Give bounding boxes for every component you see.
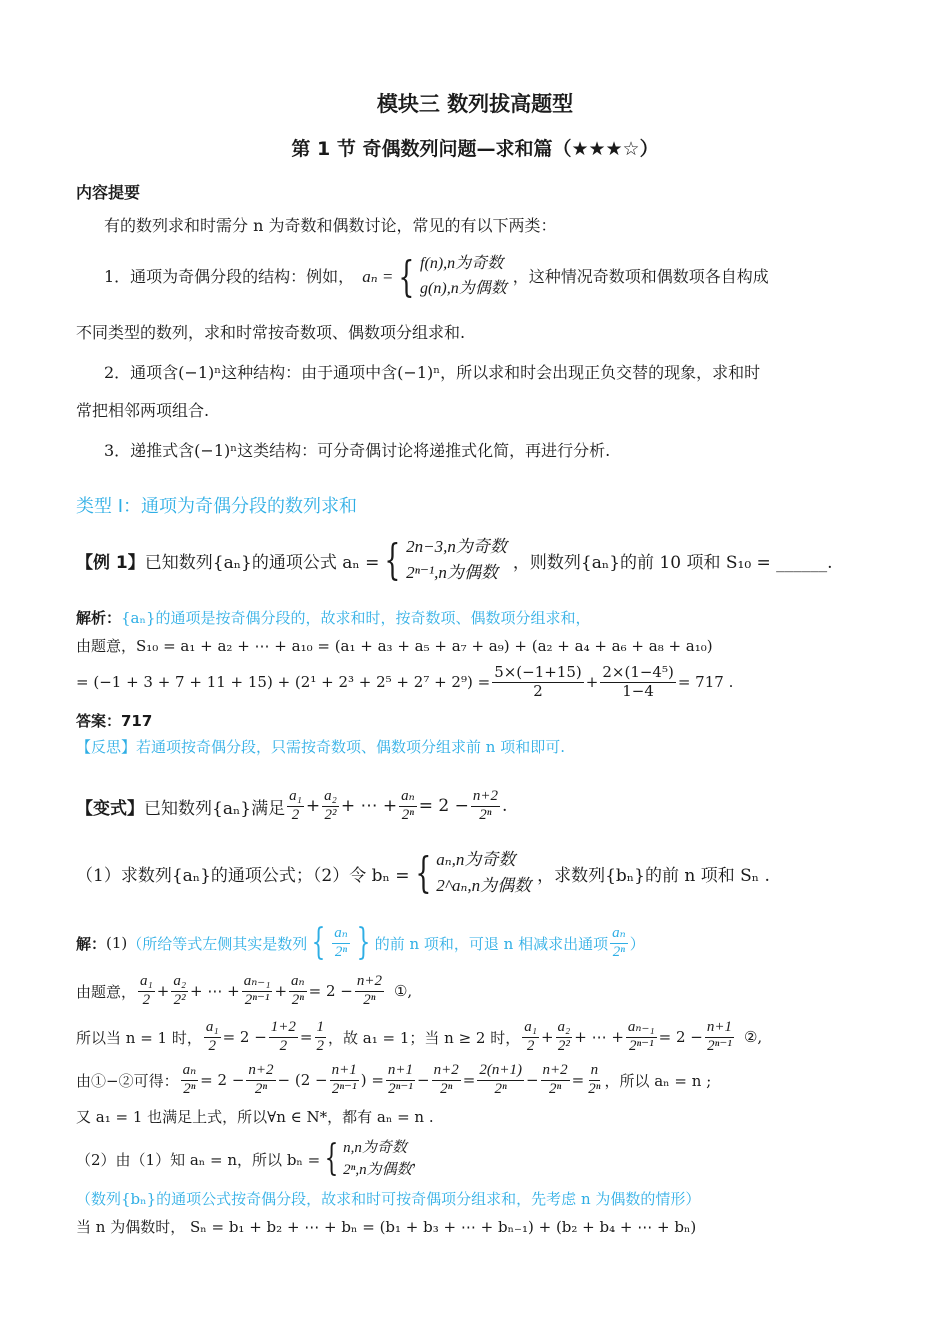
example1-brace: {	[384, 535, 401, 584]
item2-line1: 2．通项含(−1)ⁿ这种结构：由于通项中含(−1)ⁿ，所以求和时会出现正负交替的现象，求和时	[104, 363, 761, 382]
analysis-line2	[76, 662, 733, 702]
p2-case1: n,n为奇数	[343, 1139, 407, 1156]
example1-case1: 2n−3,n为奇数	[406, 536, 507, 556]
variant-label: 【变式】	[76, 798, 144, 819]
l1-frac2: $\frac{\text{a₂}}{\text{2²}}$	[173, 973, 187, 1008]
solution-line0	[76, 922, 645, 964]
l2-b: ，故 a₁ = 1；当 n ≥ 2 时，	[328, 1028, 521, 1047]
item1-cases	[420, 252, 507, 302]
solution-part2	[76, 1135, 427, 1183]
l2-frac6: $\frac{\text{aₙ₋₁}}{\text{2ⁿ⁻¹}}$	[627, 1019, 655, 1054]
variant-stem: 【变式】 已知数列{aₙ}满足 $\frac{\text{a₁}}{2}$ + $\frac{\text{a₂}}{\text{2²}}$ + ⋯ + $\frac{\text{aₙ}}{\text{2ⁿ}}$ = 2 − $\frac{n+2}{\text{2ⁿ}}$ .	[76, 788, 508, 823]
l3-e2: − (2 −	[277, 1071, 328, 1089]
l1-frac5: $\frac{n+2}{\text{2ⁿ}}$	[356, 973, 382, 1008]
example1-cases	[406, 534, 507, 587]
variant-frac1: $\frac{\text{a₁}}{2}$	[289, 788, 302, 823]
module-title: 模块三 数列拔高题型	[376, 92, 574, 116]
l3-frac4: $\frac{n+1}{\text{2ⁿ⁻¹}}$	[387, 1062, 414, 1097]
analysis-label: 解析：	[76, 609, 122, 627]
variant-cases	[436, 847, 531, 900]
solution-hint: （所给等式左侧其实是数列	[127, 934, 308, 953]
variant-frac4: $\frac{n+2}{\text{2ⁿ}}$	[472, 788, 498, 823]
variant-q2: ，求数列{bₙ}的前 n 项和 Sₙ .	[537, 865, 770, 886]
solution-hint-c: ）	[629, 934, 645, 953]
hint-frac: $\frac{\text{aₙ}}{\text{2ⁿ}}$	[612, 925, 626, 960]
l3-e3: ) =	[360, 1071, 384, 1089]
analysis-line0	[76, 607, 591, 628]
item1-brace: {	[398, 252, 415, 301]
p2-last: 当 n 为偶数时， Sₙ = b₁ + b₂ + ⋯ + bₙ = (b₁ + b₃ + ⋯ + bₙ₋₁) + (b₂ + b₄ + ⋯ + bₙ)	[76, 1218, 697, 1236]
example1-case2: 2ⁿ⁻¹,n为偶数	[406, 563, 498, 582]
item1-tail: ，这种情况奇数项和偶数项各自构成	[512, 266, 769, 286]
summary-heading: 内容提要	[76, 183, 141, 202]
summary-intro: 有的数列求和时需分 n 为奇数和偶数讨论，常见的有以下两类：	[104, 216, 557, 235]
analysis-plus: +	[585, 673, 599, 691]
l3-b: ，所以 aₙ = n ;	[604, 1071, 712, 1090]
variant-frac3: $\frac{\text{aₙ}}{\text{2ⁿ}}$	[401, 788, 415, 823]
analysis-line1: 由题意，S₁₀ = a₁ + a₂ + ⋯ + a₁₀ = (a₁ + a₃ + a₅ + a₇ + a₉) + (a₂ + a₄ + a₆ + a₈ + a₁₀)	[76, 637, 713, 655]
example1-stem-b: ，则数列{aₙ}的前 10 项和 S₁₀ = ______.	[512, 552, 833, 573]
analysis-frac2: $\frac{\text{2×(1−4⁵)}}{1-4}$	[602, 663, 674, 700]
p2-b: ，	[411, 1150, 427, 1169]
item1-case2: g(n),n为偶数	[420, 280, 507, 297]
example1	[76, 532, 833, 588]
l1-frac3: $\frac{\text{aₙ₋₁}}{\text{2ⁿ⁻¹}}$	[243, 973, 271, 1008]
variant-case1: aₙ,n为奇数	[436, 849, 516, 869]
l2-frac3: $\frac{1}{2}$	[316, 1019, 324, 1054]
item1-lead: 1．通项为奇偶分段的结构：例如，	[104, 266, 355, 286]
hint-brace-right: }	[356, 922, 371, 963]
example1-label: 【例 1】	[76, 552, 145, 573]
p2-brace: {	[324, 1138, 339, 1179]
l2-frac2: $\frac{1+2}{2}$	[270, 1019, 296, 1054]
l3-frac5: $\frac{n+2}{\text{2ⁿ}}$	[433, 1062, 459, 1097]
variant-questions	[76, 845, 770, 901]
p2-cases	[343, 1137, 411, 1182]
l2-frac1: $\frac{\text{a₁}}{2}$	[205, 1019, 219, 1054]
l2-frac7: $\frac{n+1}{\text{2ⁿ⁻¹}}$	[706, 1019, 732, 1054]
item1-line2: 不同类型的数列，求和时常按奇数项、偶数项分组求和.	[76, 323, 466, 342]
reflection: 【反思】若通项按奇偶分段，只需按奇数项、偶数项分组求前 n 项和即可.	[76, 738, 565, 756]
l3-frac2: $\frac{n+2}{\text{2ⁿ}}$	[248, 1062, 274, 1097]
variant-mid: + ⋯ +	[340, 796, 398, 816]
l1-frac4: $\frac{\text{aₙ}}{\text{2ⁿ}}$	[291, 973, 305, 1008]
example1-stem-a: 已知数列{aₙ}的通项公式 aₙ =	[144, 552, 380, 573]
item1-an: aₙ =	[362, 267, 394, 287]
l3-frac7: $\frac{n+2}{\text{2ⁿ}}$	[542, 1062, 568, 1097]
item3: 3．递推式含(−1)ⁿ这类结构：可分奇偶讨论将递推式化简，再进行分析.	[104, 441, 611, 460]
variant-q1: （1）求数列{aₙ}的通项公式；（2）令 bₙ =	[76, 865, 410, 886]
l1-frac1: $\frac{\text{a₁}}{2}$	[140, 973, 153, 1008]
solution-hint-b: 的前 n 项和，可退 n 相减求出通项	[374, 934, 609, 953]
l3-frac8: $\frac{n}{\text{2ⁿ}}$	[588, 1062, 601, 1097]
l1-a: 由题意，	[76, 982, 137, 1001]
l3-frac6: $\frac{2(n+1)}{\text{2ⁿ}}$	[479, 1062, 522, 1097]
l3-frac1: $\frac{\text{aₙ}}{\text{2ⁿ}}$	[182, 1062, 197, 1097]
p2-a: （2）由（1）知 aₙ = n，所以 bₙ =	[76, 1150, 321, 1169]
answer: 答案：717	[76, 712, 153, 730]
p2-case2: 2ⁿ,n为偶数	[343, 1162, 412, 1178]
solution-line2: 所以当 n = 1 时， $\frac{\text{a₁}}{2}$ = 2 − $\frac{1+2}{2}$ = $\frac{1}{2}$ ，故 a₁ = 1；当 n ≥ 2 时， $\frac{\text{a₁}}{2}$ + $\frac{\text{a₂}}{\text{2²}}$ + ⋯ + $\frac{\text{aₙ₋₁}}{\text{2ⁿ⁻¹}}$ = 2 − $\frac{n+1}{\text{2ⁿ⁻¹}}$ ②,	[76, 1019, 763, 1054]
item2-line2: 常把相邻两项组合.	[76, 401, 210, 420]
solution-label: 解：	[76, 934, 107, 953]
type1-heading: 类型 I：通项为奇偶分段的数列求和	[76, 496, 358, 517]
l3-frac3: $\frac{n+1}{\text{2ⁿ⁻¹}}$	[331, 1062, 357, 1097]
p2-note: （数列{bₙ}的通项公式按奇偶分段，故求和时可按奇偶项分组求和，先考虑 n 为偶数的情形）	[76, 1190, 701, 1208]
section-title: 第 1 节 奇偶数列问题—求和篇（★★★☆）	[291, 138, 659, 160]
solution-line3: 由①−②可得： $\frac{\text{aₙ}}{\text{2ⁿ}}$ = 2 − $\frac{n+2}{\text{2ⁿ}}$ − (2 − $\frac{n+1}{\text{2ⁿ⁻¹}}$ ) = $\frac{n+1}{\text{2ⁿ⁻¹}}$ − $\frac{n+2}{\text{2ⁿ}}$ = $\frac{2(n+1)}{\text{2ⁿ}}$ − $\frac{n+2}{\text{2ⁿ}}$ = $\frac{n}{\text{2ⁿ}}$ ，所以 aₙ = n ;	[76, 1062, 712, 1097]
analysis-note: {aₙ}的通项是按奇偶分段的，故求和时，按奇数项、偶数项分组求和，	[121, 609, 591, 627]
l1-mid: + ⋯ +	[190, 982, 240, 1000]
l1-rhs: = 2 −	[308, 982, 353, 1000]
solution-line4: 又 a₁ = 1 也满足上式，所以∀n ∈ N*，都有 aₙ = n .	[76, 1108, 434, 1126]
l2-tag: ②,	[743, 1028, 763, 1046]
l3-a: 由①−②可得：	[76, 1071, 179, 1090]
variant-stem-text: 已知数列{aₙ}满足	[144, 798, 286, 819]
analysis-line2-a: = (−1 + 3 + 7 + 11 + 15) + (2¹ + 2³ + 2⁵ + 2⁷ + 2⁹) =	[76, 673, 491, 691]
solution-part1: (1)	[106, 934, 128, 952]
item1-case1: f(n),n为奇数	[420, 255, 504, 273]
l1-tag: ①,	[393, 982, 413, 1000]
l2-eq: = 2 −	[222, 1028, 267, 1046]
l3-e1: = 2 −	[200, 1071, 245, 1089]
l2-frac5: $\frac{\text{a₂}}{\text{2²}}$	[557, 1019, 571, 1054]
variant-brace: {	[414, 848, 431, 897]
l2-rhs: = 2 −	[658, 1028, 703, 1046]
variant-frac2: $\frac{\text{a₂}}{\text{2²}}$	[324, 788, 337, 823]
analysis-frac1: $\frac{5\times(-1+15)}{2}$	[494, 663, 582, 700]
hint-set-frac: $\frac{\text{aₙ}}{\text{2ⁿ}}$	[334, 925, 348, 960]
solution-line1: 由题意， $\frac{\text{a₁}}{2}$ + $\frac{\text{a₂}}{\text{2²}}$ + ⋯ + $\frac{\text{aₙ₋₁}}{\text{2ⁿ⁻¹}}$ + $\frac{\text{aₙ}}{\text{2ⁿ}}$ = 2 − $\frac{n+2}{\text{2ⁿ}}$ ①,	[76, 973, 413, 1008]
hint-brace-left: {	[311, 922, 326, 963]
summary-item1	[104, 252, 769, 302]
l2-mid: + ⋯ +	[574, 1028, 624, 1046]
analysis-line2-b: = 717 .	[677, 673, 734, 691]
l2-frac4: $\frac{\text{a₁}}{2}$	[524, 1019, 537, 1054]
variant-rhs: = 2 −	[418, 796, 469, 816]
variant-case2: 2^aₙ,n为偶数	[436, 876, 532, 895]
l2-a: 所以当 n = 1 时，	[76, 1028, 202, 1047]
